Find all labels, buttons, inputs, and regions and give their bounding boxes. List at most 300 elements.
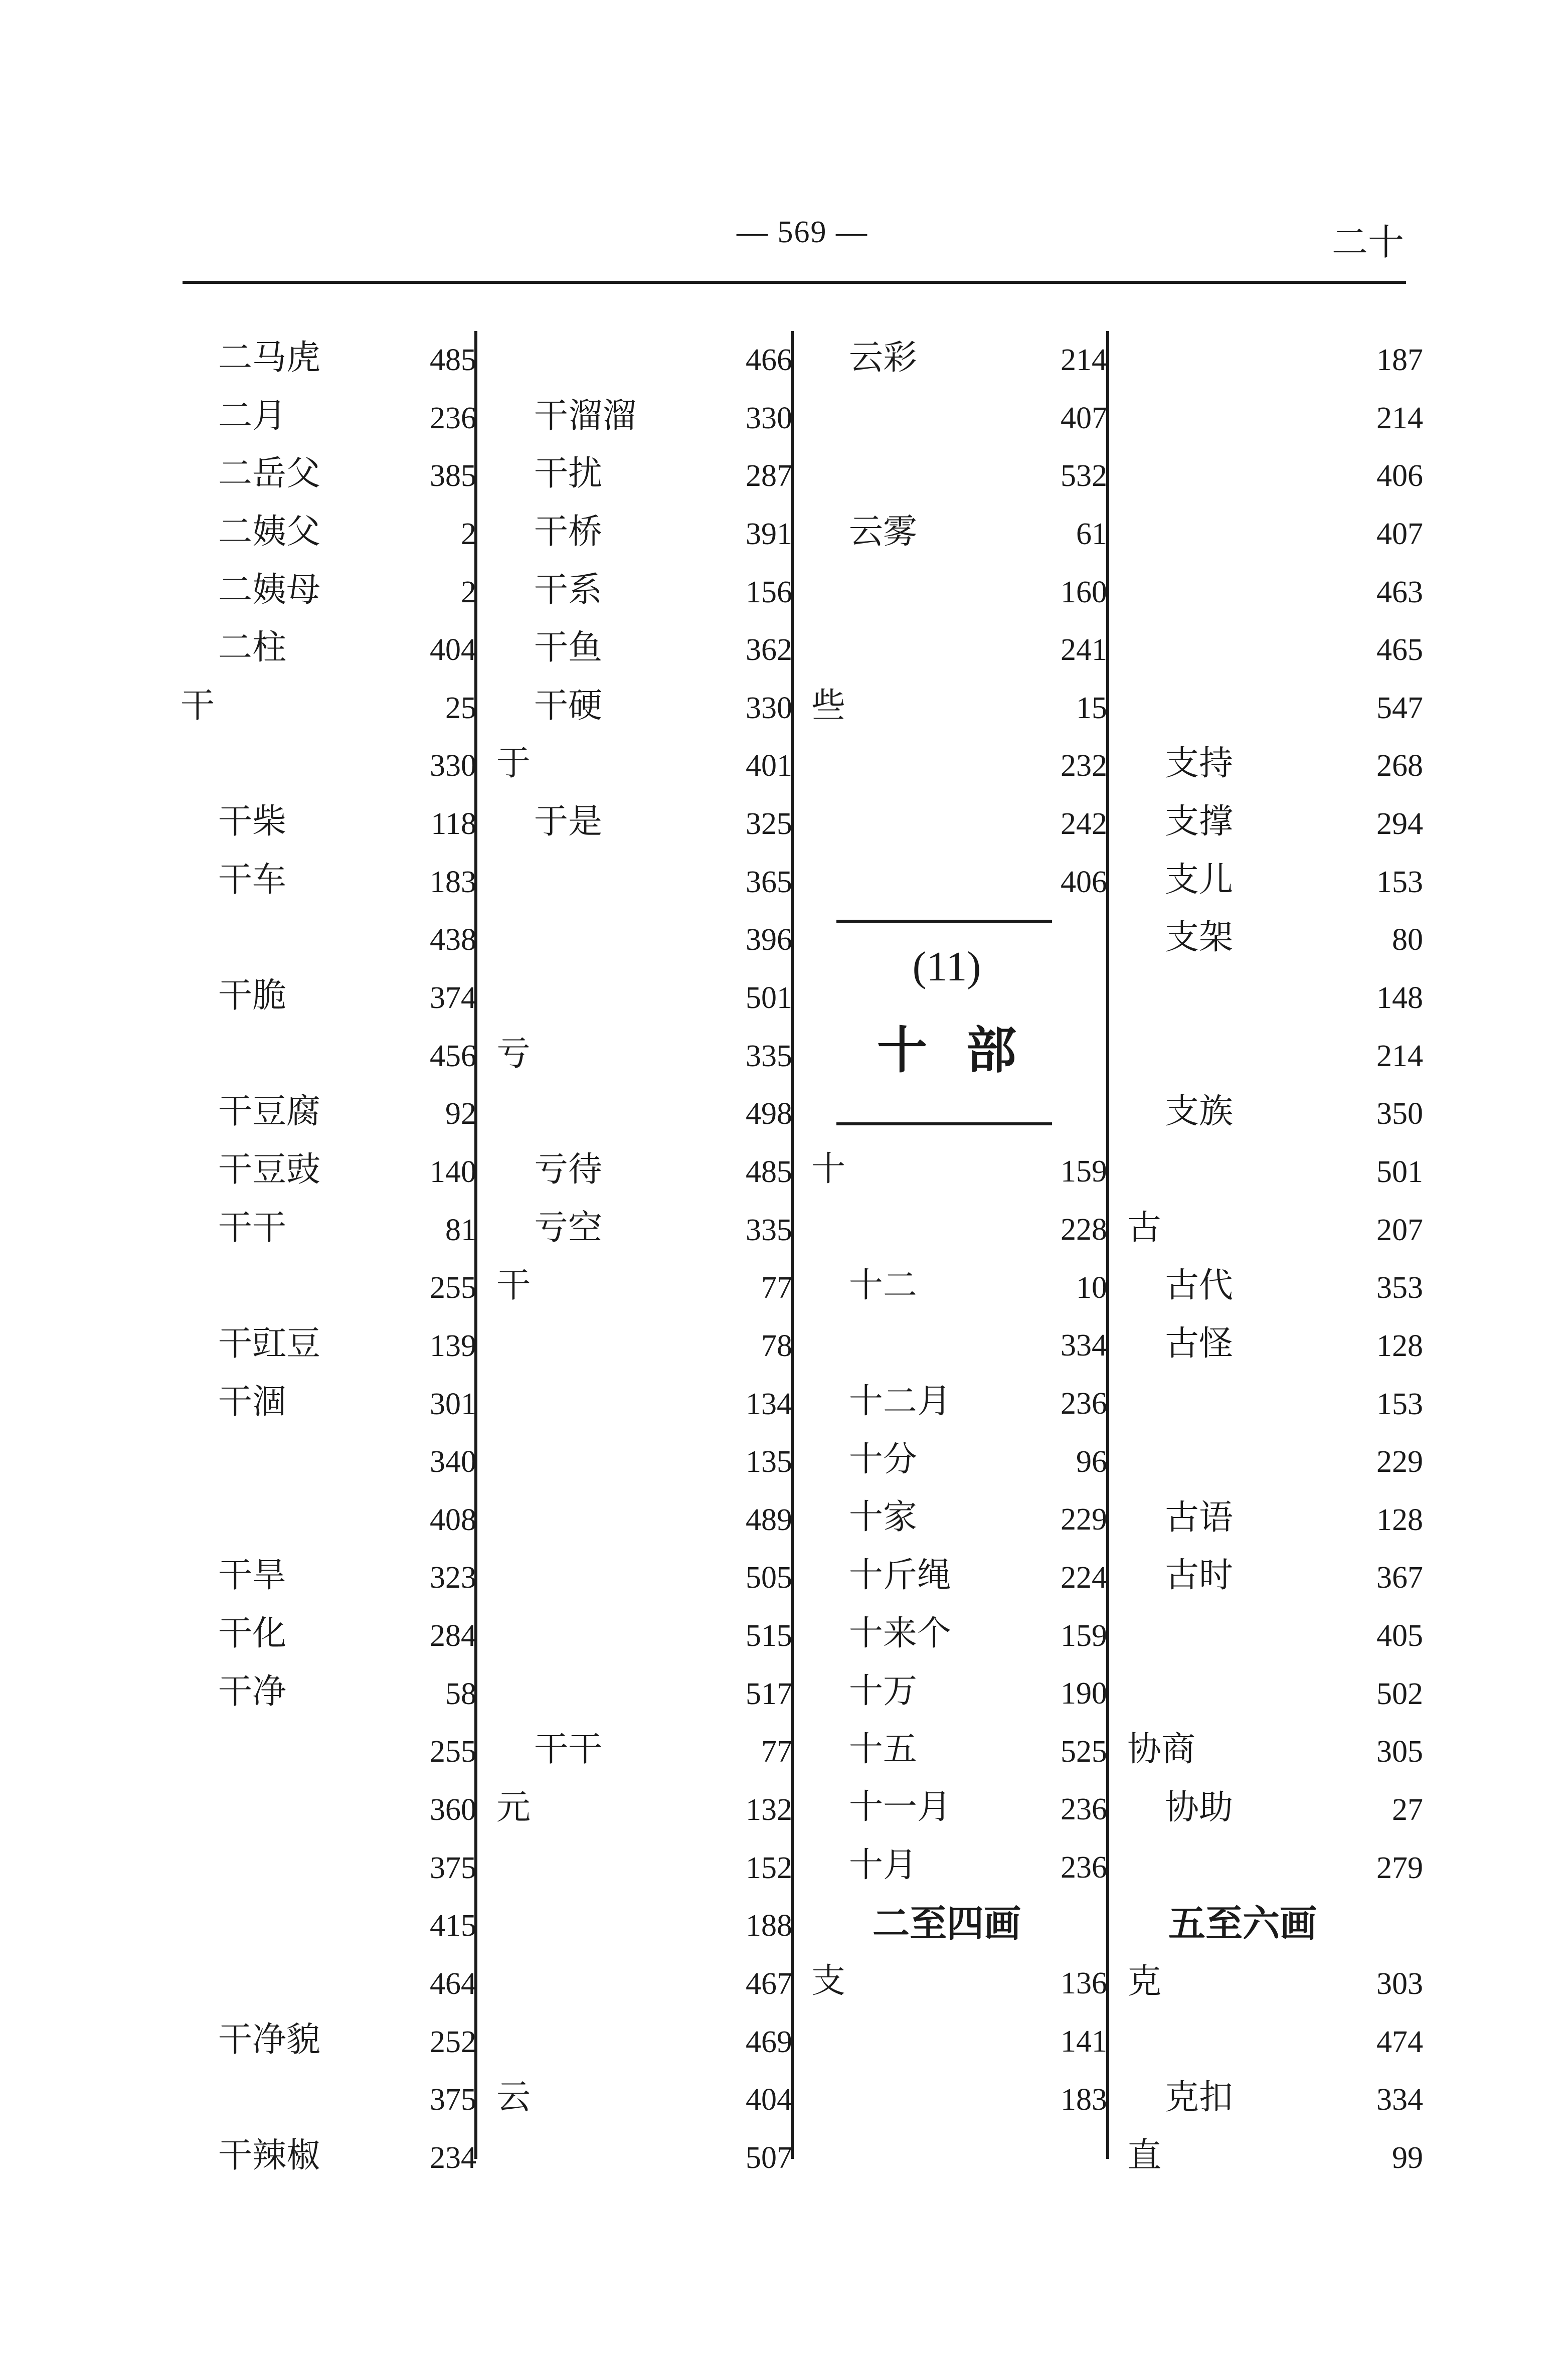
entry-term: 十月 [849, 1845, 918, 1886]
index-entry [1127, 1664, 1423, 1722]
index-entry [1127, 1084, 1423, 1142]
entry-page-number: 279 [1376, 1850, 1423, 1885]
entry-page-number: 367 [1376, 1561, 1423, 1595]
index-entry [1127, 1722, 1423, 1780]
index-entry [496, 1142, 792, 1200]
entry-page-number: 405 [1376, 1619, 1423, 1653]
index-entry [181, 1954, 476, 2012]
entry-page-number: 25 [445, 691, 476, 725]
index-entry [181, 446, 476, 504]
entry-term: 干脆 [218, 976, 287, 1016]
section-rule [836, 1122, 1052, 1125]
index-entry [181, 910, 476, 968]
entry-page-number: 375 [430, 2083, 476, 2117]
entry-page-number: 474 [1376, 2025, 1423, 2059]
entry-term: 干干 [534, 1730, 603, 1770]
entry-page-number: 2 [461, 517, 476, 551]
entry-page-number: 134 [746, 1387, 792, 1421]
index-entry [1127, 1026, 1423, 1084]
index-entry [496, 1838, 792, 1896]
index-entry [496, 1606, 792, 1664]
entry-term: 于是 [534, 802, 603, 842]
entry-page-number: 153 [1376, 865, 1423, 899]
entry-page-number: 330 [430, 749, 476, 783]
index-entry [811, 1548, 1107, 1606]
entry-term: 云 [496, 2078, 531, 2118]
entry-term: 元 [496, 1788, 531, 1828]
entry-term: 干净貌 [218, 2019, 321, 2060]
entry-term: 干豆腐 [218, 1092, 321, 1132]
index-entry [496, 1316, 792, 1374]
section-header [811, 910, 1107, 1141]
index-entry [1127, 2128, 1423, 2186]
entry-term: 克扣 [1165, 2078, 1234, 2118]
entry-term: 干桥 [534, 512, 603, 552]
entry-term: 亏待 [534, 1149, 603, 1190]
entry-page-number: 350 [1376, 1097, 1423, 1131]
entry-page-number: 183 [430, 865, 476, 899]
index-entry [1127, 1548, 1423, 1606]
entry-page-number: 232 [1061, 749, 1107, 783]
index-entry [811, 562, 1107, 620]
index-entry [496, 504, 792, 562]
entry-page-number: 305 [1376, 1735, 1423, 1769]
entry-term: 云彩 [849, 338, 918, 378]
index-entry [1127, 1606, 1423, 1664]
entry-term: 些 [811, 686, 846, 726]
index-entry [496, 562, 792, 620]
entry-term: 干扰 [534, 454, 603, 494]
index-entry [811, 388, 1107, 446]
entry-page-number: 438 [430, 923, 476, 957]
entry-page-number: 61 [1076, 517, 1107, 551]
entry-term: 干豆豉 [218, 1149, 321, 1190]
index-entry [811, 794, 1107, 852]
index-entry [496, 1780, 792, 1838]
entry-page-number: 81 [445, 1213, 476, 1247]
index-entry [181, 1432, 476, 1490]
entry-term: 干系 [534, 570, 603, 610]
entry-page-number: 501 [746, 981, 792, 1016]
index-entry [811, 736, 1107, 794]
entry-page-number: 77 [761, 1271, 792, 1305]
index-entry [181, 1200, 476, 1258]
index-entry [496, 1722, 792, 1780]
entry-page-number: 340 [430, 1445, 476, 1479]
section-rule [836, 920, 1052, 923]
entry-page-number: 228 [1061, 1213, 1107, 1247]
index-entry [811, 330, 1107, 388]
index-entry [496, 1084, 792, 1142]
entry-page-number: 128 [1376, 1502, 1423, 1537]
entry-page-number: 152 [746, 1850, 792, 1885]
index-entry [1127, 678, 1423, 736]
entry-page-number: 27 [1392, 1793, 1423, 1827]
entry-page-number: 415 [430, 1909, 476, 1943]
index-entry [181, 2128, 476, 2186]
entry-page-number: 136 [1061, 1966, 1107, 2001]
index-entry [181, 562, 476, 620]
index-entry [181, 1780, 476, 1838]
entry-page-number: 160 [1061, 575, 1107, 609]
entry-page-number: 401 [746, 749, 792, 783]
page-number: — 569 — [737, 215, 868, 249]
index-entry [811, 1489, 1107, 1548]
index-entry [496, 620, 792, 678]
entry-term: 干溜溜 [534, 396, 637, 436]
entry-term: 支撑 [1165, 802, 1234, 842]
entry-page-number: 92 [445, 1097, 476, 1131]
entry-term: 十斤绳 [849, 1555, 952, 1595]
entry-page-number: 96 [1076, 1444, 1107, 1479]
entry-page-number: 374 [430, 981, 476, 1016]
index-entry [1127, 620, 1423, 678]
index-entry [1127, 2070, 1423, 2128]
stroke-heading-row [1127, 1896, 1423, 1954]
index-entry [181, 2012, 476, 2070]
index-entry [1127, 968, 1423, 1026]
entry-page-number: 236 [1061, 1850, 1107, 1885]
index-entry [1127, 910, 1423, 968]
entry-term: 二姨母 [218, 570, 321, 610]
entry-term: 干鱼 [534, 628, 603, 668]
index-entry [496, 1548, 792, 1606]
entry-page-number: 207 [1376, 1213, 1423, 1247]
entry-page-number: 465 [1376, 633, 1423, 667]
entry-term: 协助 [1165, 1788, 1234, 1828]
entry-term: 二柱 [218, 628, 287, 668]
entry-term: 云雾 [849, 512, 918, 552]
index-entry [181, 1316, 476, 1374]
index-entry [1127, 446, 1423, 504]
index-entry [181, 504, 476, 562]
entry-term: 干豇豆 [218, 1323, 321, 1364]
entry-term: 十二 [849, 1265, 918, 1305]
entry-term: 十 [811, 1149, 846, 1190]
section-number: (11) [912, 943, 981, 990]
entry-page-number: 408 [430, 1502, 476, 1537]
index-entry [811, 2011, 1107, 2070]
entry-page-number: 229 [1376, 1445, 1423, 1479]
entry-term: 十万 [849, 1671, 918, 1712]
index-entry [496, 1490, 792, 1548]
index-entry [811, 1663, 1107, 1722]
entry-page-number: 118 [431, 807, 476, 841]
index-entry [1127, 1142, 1423, 1200]
index-entry [496, 2128, 792, 2186]
entry-term: 古怪 [1165, 1323, 1234, 1364]
entry-term: 二月 [218, 396, 287, 436]
entry-page-number: 242 [1061, 807, 1107, 841]
index-entry [181, 1664, 476, 1722]
entry-term: 干柴 [218, 802, 287, 842]
entry-page-number: 407 [1061, 401, 1107, 435]
entry-page-number: 229 [1061, 1502, 1107, 1537]
entry-term: 干车 [218, 860, 287, 900]
entry-term: 支架 [1165, 918, 1234, 958]
index-entry [496, 2012, 792, 2070]
entry-page-number: 187 [1376, 343, 1423, 377]
entry-page-number: 99 [1392, 2140, 1423, 2175]
index-entry [1127, 562, 1423, 620]
entry-term: 克 [1127, 1961, 1162, 2001]
entry-term: 十一月 [849, 1787, 952, 1827]
stroke-heading-row [811, 1896, 1107, 1954]
entry-page-number: 214 [1376, 401, 1423, 435]
index-entry [496, 1954, 792, 2012]
index-entry [496, 388, 792, 446]
index-entry [181, 1722, 476, 1780]
entry-page-number: 489 [746, 1502, 792, 1537]
index-entry [181, 1142, 476, 1200]
entry-term: 二姨父 [218, 512, 321, 552]
index-entry [811, 620, 1107, 678]
index-entry [1127, 1316, 1423, 1374]
entry-term: 协商 [1127, 1730, 1196, 1770]
radical-tag: 二十 [1331, 221, 1404, 263]
index-entry [811, 852, 1107, 910]
entry-page-number: 132 [746, 1793, 792, 1827]
index-entry [181, 1026, 476, 1084]
entry-term: 于 [496, 744, 531, 784]
entry-page-number: 236 [430, 401, 476, 435]
entry-page-number: 135 [746, 1445, 792, 1479]
entry-page-number: 284 [430, 1619, 476, 1653]
entry-term: 亏空 [534, 1208, 603, 1248]
index-entry [181, 620, 476, 678]
index-entry [1127, 1490, 1423, 1548]
entry-page-number: 498 [746, 1097, 792, 1131]
entry-page-number: 404 [746, 2083, 792, 2117]
index-entry [496, 330, 792, 388]
entry-page-number: 323 [430, 1561, 476, 1595]
entry-page-number: 525 [1061, 1734, 1107, 1769]
index-entry [811, 1258, 1107, 1316]
entry-page-number: 58 [445, 1676, 476, 1711]
index-entry [1127, 794, 1423, 852]
entry-term: 古 [1127, 1208, 1162, 1248]
index-entry [496, 446, 792, 504]
entry-term: 干化 [218, 1614, 287, 1654]
entry-page-number: 362 [746, 633, 792, 667]
index-entry [496, 1200, 792, 1258]
index-entry [811, 1315, 1107, 1374]
entry-page-number: 334 [1061, 1328, 1107, 1363]
index-entry [811, 1141, 1107, 1200]
entry-page-number: 502 [1376, 1676, 1423, 1711]
entry-page-number: 224 [1061, 1560, 1107, 1595]
entry-page-number: 507 [746, 2140, 792, 2175]
index-entry [496, 794, 792, 852]
entry-page-number: 406 [1376, 459, 1423, 493]
index-entry [496, 1664, 792, 1722]
index-entry [181, 1548, 476, 1606]
entry-page-number: 234 [430, 2140, 476, 2175]
entry-page-number: 188 [746, 1909, 792, 1943]
entry-page-number: 335 [746, 1039, 792, 1073]
entry-page-number: 485 [430, 343, 476, 377]
entry-page-number: 294 [1376, 807, 1423, 841]
entry-term: 十家 [849, 1497, 918, 1538]
index-entry [181, 794, 476, 852]
entry-page-number: 464 [430, 1966, 476, 2001]
entry-term: 干辣椒 [218, 2135, 321, 2175]
index-entry [1127, 1258, 1423, 1316]
entry-term: 古语 [1165, 1497, 1234, 1538]
index-entry [181, 1606, 476, 1664]
entry-term: 干净 [218, 1671, 287, 1712]
entry-term: 十二月 [849, 1381, 952, 1421]
entry-page-number: 148 [1376, 981, 1423, 1016]
entry-term: 二岳父 [218, 454, 321, 494]
index-entry [811, 446, 1107, 504]
entry-page-number: 325 [746, 807, 792, 841]
index-entry [811, 1606, 1107, 1664]
entry-term: 十分 [849, 1439, 918, 1479]
entry-page-number: 385 [430, 459, 476, 493]
index-entry [811, 1200, 1107, 1258]
index-entry [496, 910, 792, 968]
entry-page-number: 77 [761, 1735, 792, 1769]
index-entry [181, 1258, 476, 1316]
index-entry [811, 678, 1107, 736]
entry-page-number: 501 [1376, 1154, 1423, 1189]
section-title: 十部 [877, 1021, 1056, 1080]
index-entry [181, 1490, 476, 1548]
index-entry [811, 1722, 1107, 1780]
index-entry [181, 388, 476, 446]
index-entry [1127, 1374, 1423, 1432]
index-entry [1127, 1838, 1423, 1896]
entry-page-number: 515 [746, 1619, 792, 1653]
index-entry [496, 1026, 792, 1084]
entry-term: 二马虎 [218, 338, 321, 378]
entry-page-number: 463 [1376, 575, 1423, 609]
entry-page-number: 303 [1376, 1966, 1423, 2001]
entry-page-number: 236 [1061, 1792, 1107, 1827]
index-entry [181, 852, 476, 910]
index-entry [1127, 330, 1423, 388]
index-entry [181, 1374, 476, 1432]
entry-page-number: 330 [746, 691, 792, 725]
entry-page-number: 375 [430, 1850, 476, 1885]
entry-page-number: 236 [1061, 1386, 1107, 1421]
index-entry [1127, 2012, 1423, 2070]
entry-page-number: 466 [746, 343, 792, 377]
index-entry [181, 2070, 476, 2128]
stroke-heading: 五至六画 [1168, 1902, 1317, 1946]
index-entry [811, 1953, 1107, 2011]
index-entry [1127, 1954, 1423, 2012]
index-entry [1127, 736, 1423, 794]
entry-page-number: 301 [430, 1387, 476, 1421]
index-entry [181, 330, 476, 388]
index-entry [496, 736, 792, 794]
index-entry [496, 1374, 792, 1432]
index-entry [811, 1837, 1107, 1896]
index-entry [181, 1838, 476, 1896]
index-entry [496, 852, 792, 910]
index-entry [811, 504, 1107, 562]
entry-page-number: 365 [746, 865, 792, 899]
index-entry [496, 2070, 792, 2128]
entry-page-number: 467 [746, 1966, 792, 2001]
entry-page-number: 334 [1376, 2083, 1423, 2117]
entry-term: 直 [1127, 2135, 1162, 2175]
entry-term: 十五 [849, 1729, 918, 1769]
entry-page-number: 469 [746, 2025, 792, 2059]
entry-page-number: 241 [1061, 633, 1107, 667]
entry-term: 干 [496, 1266, 531, 1306]
entry-page-number: 287 [746, 459, 792, 493]
entry-term: 支 [811, 1961, 846, 2001]
index-entry [496, 678, 792, 736]
entry-page-number: 128 [1376, 1328, 1423, 1363]
entry-page-number: 140 [430, 1154, 476, 1189]
entry-term: 干 [181, 686, 215, 726]
entry-page-number: 407 [1376, 517, 1423, 551]
index-entry [181, 968, 476, 1026]
stroke-heading: 二至四画 [873, 1902, 1021, 1945]
index-entry [496, 1896, 792, 1954]
index-entry [811, 1432, 1107, 1490]
index-entry [811, 2070, 1107, 2128]
entry-page-number: 10 [1076, 1270, 1107, 1305]
entry-term: 支持 [1165, 744, 1234, 784]
index-entry [181, 736, 476, 794]
entry-term: 亏 [496, 1034, 531, 1074]
entry-term: 干硬 [534, 686, 603, 726]
entry-page-number: 156 [746, 575, 792, 609]
entry-page-number: 255 [430, 1735, 476, 1769]
entry-page-number: 183 [1061, 2082, 1107, 2117]
entry-page-number: 159 [1061, 1154, 1107, 1189]
entry-page-number: 353 [1376, 1271, 1423, 1305]
entry-term: 干涸 [218, 1382, 287, 1422]
entry-term: 古时 [1165, 1556, 1234, 1596]
index-entry [181, 1084, 476, 1142]
entry-term: 干干 [218, 1208, 287, 1248]
entry-page-number: 268 [1376, 749, 1423, 783]
index-entry [1127, 852, 1423, 910]
entry-page-number: 141 [1061, 2025, 1107, 2059]
entry-term: 古代 [1165, 1266, 1234, 1306]
index-entry [1127, 504, 1423, 562]
entry-page-number: 330 [746, 401, 792, 435]
entry-term: 十来个 [849, 1613, 952, 1653]
entry-page-number: 391 [746, 517, 792, 551]
entry-page-number: 456 [430, 1039, 476, 1073]
entry-page-number: 252 [430, 2025, 476, 2059]
index-entry [811, 1374, 1107, 1432]
index-entry [181, 678, 476, 736]
entry-page-number: 505 [746, 1561, 792, 1595]
entry-page-number: 404 [430, 633, 476, 667]
entry-page-number: 2 [461, 575, 476, 609]
entry-page-number: 532 [1061, 459, 1107, 493]
index-column-1 [181, 330, 476, 2186]
entry-page-number: 15 [1076, 691, 1107, 725]
entry-page-number: 360 [430, 1793, 476, 1827]
index-entry [181, 1896, 476, 1954]
entry-page-number: 396 [746, 923, 792, 957]
entry-page-number: 255 [430, 1271, 476, 1305]
entry-page-number: 335 [746, 1213, 792, 1247]
entry-page-number: 406 [1061, 865, 1107, 899]
index-entry [1127, 388, 1423, 446]
index-entry [811, 1779, 1107, 1837]
index-entry [496, 1258, 792, 1316]
